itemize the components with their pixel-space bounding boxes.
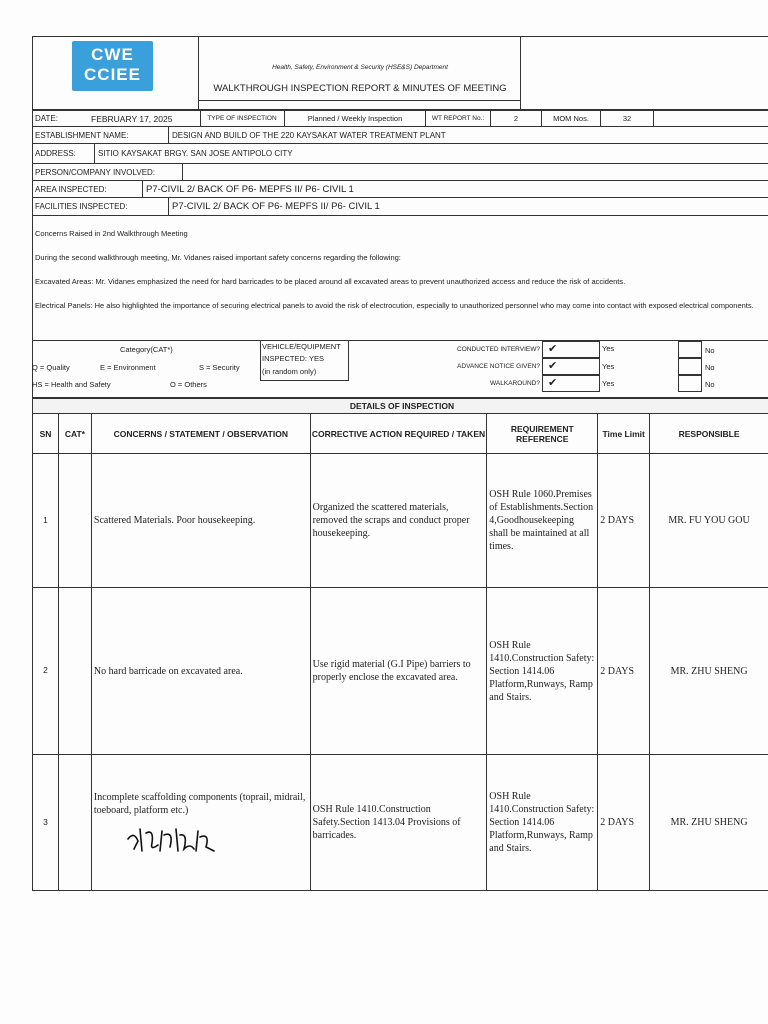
row-cat [58,454,91,588]
row-responsible: MR. ZHU SHENG [650,755,768,891]
cat-environment: E = Environment [100,363,156,372]
address-value: SITIO KAYSAKAT BRGY. SAN JOSE ANTIPOLO CITY [98,149,293,158]
mom-value: 32 [622,114,632,123]
page-title: WALKTHROUGH INSPECTION REPORT & MINUTES OF MEETING [213,83,507,94]
facilities-value: P7-CIVIL 2/ BACK OF P6- MEPFS II/ P6- CIVIL 1 [172,201,380,212]
row-cat [58,588,91,755]
date-label: DATE: [35,114,58,123]
notes-intro: During the second walkthrough meeting, Mr. Vidanes raised important safety concerns regarding the following: [35,253,401,262]
row-action: Use rigid material (G.I Pipe) barriers to properly enclose the excavated area. [310,588,487,755]
row-requirement: OSH Rule 1410.Construction Safety: Section 1414.06 Platform,Runways, Ramp and Stairs. [487,755,598,891]
row-time-limit: 2 DAYS [598,588,650,755]
vehicle-line3: (in random only) [262,367,317,376]
logo-line2: CCIEE [84,65,141,84]
row-time-limit: 2 DAYS [598,454,650,588]
row-concern-text: Incomplete scaffolding components (toprail, midrail, toeboard, platform etc.) [93,791,306,816]
check-mark-icon: ✔ [548,343,558,355]
vehicle-line1: VEHICLE/EQUIPMENT [262,342,341,351]
yes-label: Yes [602,379,615,388]
row-sn: 2 [33,588,59,755]
row-time-limit: 2 DAYS [598,755,650,891]
address-label: ADDRESS: [35,149,76,158]
header-action: CORRECTIVE ACTION REQUIRED / TAKEN [310,414,487,454]
handwritten-signature [124,821,244,855]
establishment-value: DESIGN AND BUILD OF THE 220 KAYSAKAT WATER TREATMENT PLANT [172,130,446,140]
cat-others: O = Others [170,380,207,389]
table-header-row [33,414,768,454]
no-label: No [705,380,715,389]
notes-electrical: Electrical Panels: He also highlighted the importance of securing electrical panels to avoid the risk of electrocution, especially to unauthorized personnel who may come into contact with exposed electrical components. [35,301,754,310]
header-divider-left [198,36,199,110]
wt-report-value: 2 [513,114,519,123]
yes-label: Yes [602,344,615,353]
row-action: OSH Rule 1410.Construction Safety.Section 1413.04 Provisions of barricades. [310,755,487,891]
notes-heading: Concerns Raised in 2nd Walkthrough Meeting [35,229,188,238]
wt-report-label: WT REPORT No.: [431,115,485,122]
divider [260,340,261,381]
details-title: DETAILS OF INSPECTION [32,398,768,414]
row-concern: Scattered Materials. Poor housekeeping. [91,454,310,588]
row-sn: 3 [33,755,59,891]
cat-security: S = Security [199,363,240,372]
check-mark-icon: ✔ [548,360,558,372]
yes-label: Yes [602,362,615,371]
header-time-limit: Time Limit [598,414,650,454]
row-requirement: OSH Rule 1060.Premises of Establishments.Section 4,Goodhousekeeping shall be maintained at all times. [487,454,598,588]
company-logo [72,41,153,91]
row-sn: 1 [33,454,59,588]
header-sn: SN [33,414,59,454]
header-concern: CONCERNS / STATEMENT / OBSERVATION [91,414,310,454]
person-label: PERSON/COMPANY INVOLVED: [35,167,156,177]
date-value: FEBRUARY 17, 2025 [91,113,173,124]
row-requirement: OSH Rule 1410.Construction Safety: Section 1414.06 Platform,Runways, Ramp and Stairs. [487,588,598,755]
divider [653,110,654,127]
header-responsible: RESPONSIBLE [650,414,768,454]
department-name: Health, Safety, Environment & Security (HSE&S) Department [272,64,448,71]
row-responsible: MR. ZHU SHENG [650,588,768,755]
check-mark-icon: ✔ [548,377,558,389]
walkaround-label: WALKAROUND? [490,380,540,387]
row-cat [58,755,91,891]
category-title: Category(CAT*) [120,345,173,354]
area-value: P7-CIVIL 2/ BACK OF P6- MEPFS II/ P6- CIVIL 1 [146,183,354,195]
logo-line1: CWE [91,45,134,64]
header-divider-right [520,36,521,110]
no-label: No [705,346,715,355]
vehicle-line2: INSPECTED: YES [262,354,324,363]
table-row [33,454,768,588]
row-concern [91,755,310,891]
divider [182,163,183,181]
no-label: No [705,363,715,372]
advance-notice-label: ADVANCE NOTICE GIVEN? [457,363,540,370]
row-action: Organized the scattered materials, removed the scraps and conduct proper housekeeping. [310,454,487,588]
conducted-interview-label: CONDUCTED INTERVIEW? [457,346,540,353]
notes-excavated: Excavated Areas: Mr. Vidanes emphasized the need for hard barricades to be placed around all excavated areas to prevent unauthorized access and reduce the risk of accidents. [35,277,626,286]
no-box-notice[interactable] [678,358,702,375]
no-box-interview[interactable] [678,341,702,358]
header-underline [198,100,520,101]
type-value: Planned / Weekly Inspection [307,114,403,123]
row-responsible: MR. FU YOU GOU [650,454,768,588]
table-row [33,588,768,755]
table-row [33,755,768,891]
area-label: AREA INSPECTED: [35,184,107,194]
cat-health-safety: HS = Health and Safety [32,380,111,389]
row-concern: No hard barricade on excavated area. [91,588,310,755]
establishment-label: ESTABLISHMENT NAME: [35,130,129,140]
facilities-label: FACILITIES INSPECTED: [35,202,128,211]
cat-quality: Q = Quality [32,363,70,372]
divider [348,340,349,381]
divider [260,380,348,381]
no-box-walkaround[interactable] [678,375,702,392]
header-cat: CAT* [58,414,91,454]
type-label: TYPE OF INSPECTION [207,115,277,122]
mom-label: MOM Nos. [553,114,589,123]
details-table [32,413,768,891]
header-requirement: REQUIREMENT REFERENCE [487,414,598,454]
